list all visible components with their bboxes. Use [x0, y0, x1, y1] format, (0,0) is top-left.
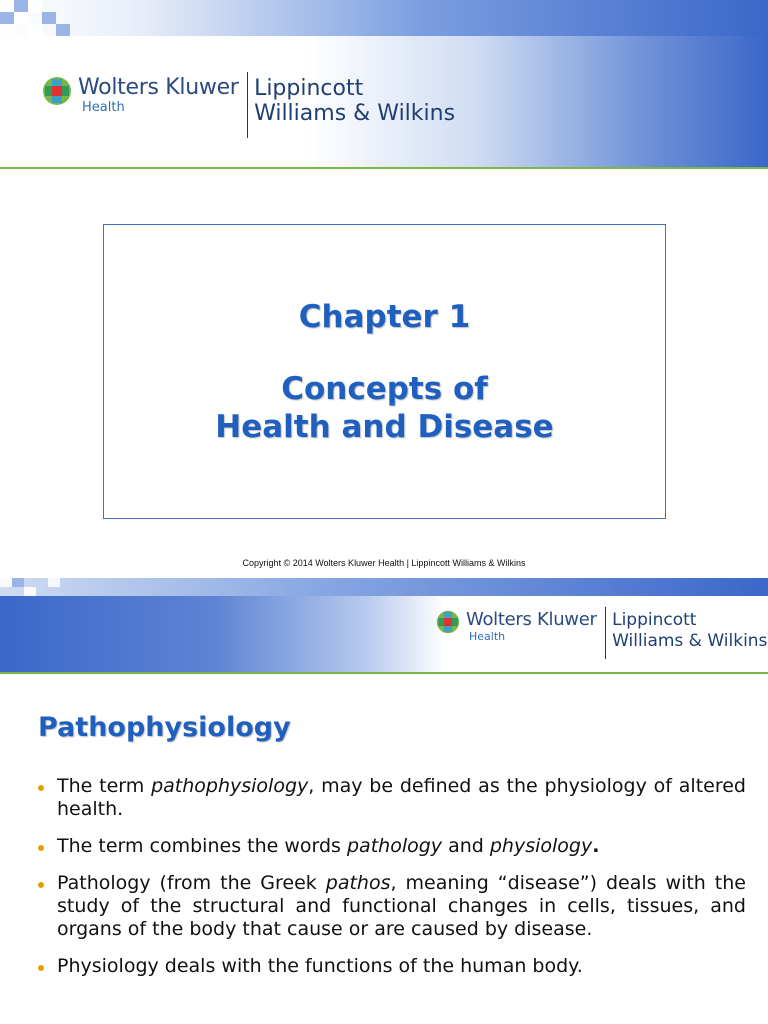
company-name: Wolters Kluwer	[466, 609, 597, 630]
division-name: Health	[469, 630, 506, 643]
decor-square	[56, 24, 70, 36]
company-name: Wolters Kluwer	[78, 75, 239, 100]
bullet-text	[57, 872, 746, 940]
bullet-dot-icon	[38, 882, 44, 888]
bullet-text-run: The term	[57, 775, 152, 797]
bullet-dot-icon	[38, 845, 44, 851]
copyright-notice: Copyright © 2014 Wolters Kluwer Health | Lippincott Williams & Wilkins	[242, 558, 526, 568]
imprint-line-1: Lippincott	[612, 610, 697, 630]
company-name-block	[466, 610, 597, 643]
imprint-name-block	[254, 76, 455, 126]
bullet-list	[36, 775, 746, 992]
imprint-line-2: Williams & Wilkins	[254, 101, 456, 126]
bullet-text-run: Physiology deals with the functions of the human body.	[57, 955, 583, 977]
bullet-dot-icon	[38, 965, 44, 971]
logo-divider	[247, 72, 249, 138]
green-rule	[0, 167, 768, 169]
green-rule	[0, 672, 768, 674]
bullet-item	[36, 955, 746, 978]
top-decor-strip	[0, 0, 768, 36]
imprint-line-1: Lippincott	[254, 76, 364, 101]
chapter-title-line-1: Concepts of	[281, 370, 488, 407]
bullet-text	[57, 835, 599, 857]
publisher-logo	[42, 76, 455, 138]
wolters-kluwer-mark-icon	[42, 76, 72, 106]
decor-square	[0, 0, 14, 12]
top-decor-strip	[0, 578, 768, 596]
company-name-block	[78, 76, 239, 116]
bullet-text-run: The term combines the words	[57, 835, 347, 857]
bullet-text-run: Pathology (from the Greek	[57, 872, 326, 894]
bullet-text-run: , may be defined as the physiology of altered health.	[57, 775, 746, 820]
decor-square	[48, 578, 60, 587]
imprint-line-2: Williams & Wilkins	[612, 631, 768, 651]
decor-square	[24, 587, 36, 596]
bullet-term: pathology	[347, 835, 443, 857]
chapter-number: Chapter 1	[298, 298, 471, 335]
decor-square	[0, 12, 14, 24]
decor-square	[28, 24, 42, 36]
bullet-dot-icon	[38, 785, 44, 791]
decor-square	[12, 578, 24, 587]
bullet-text	[57, 775, 746, 820]
decor-square	[42, 12, 56, 24]
decor-square	[14, 0, 28, 12]
chapter-title-line-2: Health and Disease	[215, 408, 554, 445]
imprint-name-block	[612, 610, 767, 652]
bullet-term: pathos	[325, 872, 391, 894]
bullet-item	[36, 835, 746, 858]
decor-square	[14, 12, 28, 24]
bullet-term: pathophysiology	[151, 775, 309, 797]
content-slide	[0, 578, 768, 1024]
bullet-term: physiology	[489, 835, 593, 857]
bullet-text-run: .	[592, 835, 600, 857]
bullet-text	[57, 955, 583, 977]
wolters-kluwer-mark-icon	[436, 610, 460, 634]
bullet-text-run: and	[442, 835, 490, 857]
division-name: Health	[82, 100, 125, 115]
publisher-logo	[436, 610, 767, 659]
bullet-item	[36, 872, 746, 941]
chapter-title-box	[103, 224, 666, 519]
slide-title: Pathophysiology	[38, 712, 291, 743]
logo-divider	[605, 607, 607, 659]
decor-square	[0, 578, 12, 587]
decor-square	[28, 0, 42, 12]
bullet-item	[36, 775, 746, 821]
bullet-text-run: , meaning “disease”) deals with the study of the structural and functional changes in cells, tissues, and organs of the body that cause or are caused by disease.	[57, 872, 746, 940]
